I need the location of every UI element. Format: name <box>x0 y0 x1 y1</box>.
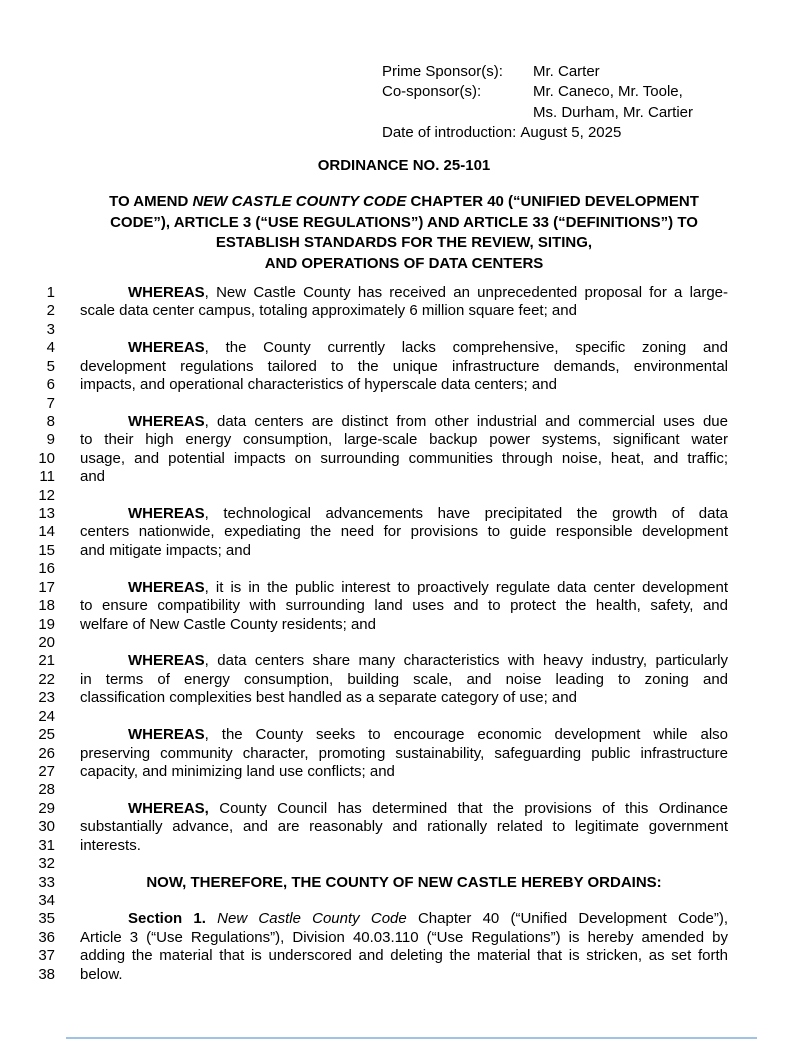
doc-line <box>0 966 805 984</box>
text-run: AND OPERATIONS OF DATA CENTERS <box>264 254 544 272</box>
doc-line <box>0 726 805 744</box>
doc-line <box>0 892 805 910</box>
doc-line <box>0 431 805 449</box>
sponsor-row <box>382 103 693 123</box>
text-run: , data centers share many characteristics with heavy industry, particularly <box>204 652 728 670</box>
text-run: CHAPTER 40 (“UNIFIED DEVELOPMENT <box>406 193 699 210</box>
line-number: 35 <box>38 910 55 928</box>
text-run: to ensure compatibility with surrounding land uses and to protect the health, safety, and <box>80 597 728 615</box>
page-bottom-rule <box>66 1037 757 1039</box>
line-number: 28 <box>38 781 55 799</box>
line-text <box>80 671 728 689</box>
doc-line <box>0 818 805 836</box>
doc-line <box>0 450 805 468</box>
line-text <box>80 763 728 781</box>
doc-line <box>0 542 805 560</box>
line-text <box>80 616 728 634</box>
text-run: development regulations tailored to the unique infrastructure demands, environmental <box>80 357 728 375</box>
text-run: WHEREAS <box>128 652 205 670</box>
prime-sponsor-label: Prime Sponsor(s): <box>382 63 503 80</box>
doc-line <box>0 468 805 486</box>
doc-line <box>0 302 805 320</box>
text-run: WHEREAS <box>128 339 205 357</box>
text-run: , New Castle County has received an unprecedented proposal for a large- <box>204 284 728 301</box>
line-number: 10 <box>38 449 55 467</box>
date-of-introduction-value: August 5, 2025 <box>520 124 622 142</box>
text-run: NEW CASTLE COUNTY CODE <box>192 193 407 210</box>
text-run: ESTABLISH STANDARDS FOR THE REVIEW, SITING, <box>215 234 593 251</box>
doc-line <box>0 321 805 339</box>
text-run: WHEREAS <box>128 726 205 744</box>
line-number: 29 <box>38 799 55 817</box>
doc-line <box>0 487 805 505</box>
doc-line <box>0 855 805 873</box>
document-body <box>0 284 805 984</box>
sponsor-block <box>382 62 693 144</box>
line-number: 32 <box>38 855 55 873</box>
text-run: WHEREAS, <box>128 799 209 817</box>
line-number: 4 <box>46 339 55 357</box>
doc-line <box>0 395 805 413</box>
text-run: adding the material that is underscored and deleting the material that is stricken, as set forth <box>80 947 728 965</box>
line-text <box>80 339 728 357</box>
line-text <box>80 468 728 486</box>
text-run: WHEREAS <box>128 284 205 301</box>
text-run: impacts, and operational characteristics of hyperscale data centers; and <box>80 376 557 394</box>
line-number: 12 <box>38 486 55 504</box>
line-number: 11 <box>39 468 55 486</box>
text-run: usage, and potential impacts on surrounding communities through noise, heat, and traffic; <box>80 449 728 467</box>
line-number: 27 <box>38 762 55 780</box>
line-text <box>80 358 728 376</box>
line-number: 13 <box>38 505 55 523</box>
doc-line <box>0 634 805 652</box>
line-text <box>80 947 728 965</box>
doc-line <box>0 763 805 781</box>
doc-line <box>0 837 805 855</box>
line-text <box>80 689 728 707</box>
text-run: centers nationwide, expediating the need for provisions to guide responsible development <box>80 523 728 541</box>
line-text <box>80 523 728 541</box>
text-run: WHEREAS <box>128 505 205 523</box>
doc-line <box>0 339 805 357</box>
line-number: 20 <box>38 634 55 652</box>
text-run: Article 3 (“Use Regulations”), Division 40.03.110 (“Use Regulations”) is hereby amended by <box>80 928 728 946</box>
document-title <box>69 192 739 274</box>
doc-line <box>0 413 805 431</box>
line-number: 36 <box>38 928 55 946</box>
text-run: WHEREAS <box>128 578 205 596</box>
line-text <box>80 910 728 928</box>
line-number: 6 <box>46 376 55 394</box>
line-text <box>80 966 728 984</box>
doc-line <box>0 579 805 597</box>
doc-line <box>0 708 805 726</box>
co-sponsor-value-2: Ms. Durham, Mr. Cartier <box>533 103 694 121</box>
doc-line <box>0 781 805 799</box>
text-run: New Castle County Code <box>217 910 407 928</box>
co-sponsor-value: Mr. Caneco, Mr. Toole, <box>533 83 683 101</box>
line-number: 30 <box>38 818 55 836</box>
title-line <box>69 233 739 254</box>
line-text <box>80 579 728 597</box>
line-number: 3 <box>46 320 55 338</box>
line-number: 38 <box>38 965 55 983</box>
text-run: welfare of New Castle County residents; and <box>80 615 376 633</box>
prime-sponsor-value: Mr. Carter <box>533 63 600 80</box>
text-run: TO AMEND <box>109 193 193 210</box>
doc-line <box>0 616 805 634</box>
line-number: 34 <box>38 891 55 909</box>
doc-line <box>0 284 805 302</box>
doc-line <box>0 910 805 928</box>
doc-line <box>0 376 805 394</box>
line-text <box>80 284 728 302</box>
text-run: WHEREAS <box>128 412 205 430</box>
line-number: 25 <box>38 726 55 744</box>
line-text <box>80 505 728 523</box>
text-run: preserving community character, promoting sustainability, safeguarding public infrastructure <box>80 744 728 762</box>
line-number: 23 <box>38 689 55 707</box>
line-text <box>80 726 728 744</box>
doc-line <box>0 560 805 578</box>
line-text <box>80 542 728 560</box>
line-text <box>80 597 728 615</box>
text-run: in terms of energy consumption, building scale, and noise leading to zoning and <box>80 670 728 688</box>
doc-line <box>0 505 805 523</box>
text-run <box>206 910 217 927</box>
text-run: Chapter 40 (“Unified Development Code”), <box>406 910 729 928</box>
co-sponsor-label: Co-sponsor(s): <box>382 83 482 101</box>
doc-line <box>0 597 805 615</box>
doc-line <box>0 652 805 670</box>
line-number: 17 <box>38 578 55 596</box>
line-number: 19 <box>38 615 55 633</box>
text-run: County Council has determined that the provisions of this Ordinance <box>208 799 728 817</box>
line-number: 37 <box>38 947 55 965</box>
line-text <box>80 652 728 670</box>
text-run: below. <box>80 965 123 983</box>
line-number: 31 <box>38 836 55 854</box>
line-number: 1 <box>46 284 55 301</box>
doc-line <box>0 745 805 763</box>
co-sponsor-label-spacer <box>382 103 533 123</box>
text-run: classification complexities best handled as a separate category of use; and <box>80 689 577 707</box>
text-run: , technological advancements have precipitated the growth of data <box>204 505 728 523</box>
text-run: to their high energy consumption, large-scale backup power systems, significant water <box>80 431 728 449</box>
text-run: capacity, and minimizing land use conflicts; and <box>80 762 395 780</box>
line-number: 26 <box>38 744 55 762</box>
date-of-introduction-label: Date of introduction: <box>382 124 517 142</box>
doc-line <box>0 358 805 376</box>
text-run: CODE”), ARTICLE 3 (“USE REGULATIONS”) AND ARTICLE 33 (“DEFINITIONS”) TO <box>110 213 698 231</box>
line-text <box>80 818 728 836</box>
line-number: 18 <box>38 597 55 615</box>
line-text <box>80 800 728 818</box>
line-text <box>80 745 728 763</box>
sponsor-row <box>382 82 693 102</box>
text-run: and <box>80 468 106 486</box>
line-number: 2 <box>46 302 55 320</box>
text-run: interests. <box>80 836 141 854</box>
line-text <box>80 431 728 449</box>
line-text <box>80 450 728 468</box>
text-run: , it is in the public interest to proactively regulate data center development <box>204 578 728 596</box>
text-run: substantially advance, and are reasonably and rationally related to legitimate government <box>80 818 728 836</box>
line-number: 7 <box>46 394 55 412</box>
text-run: , data centers are distinct from other industrial and commercial uses due <box>204 412 728 430</box>
line-number: 14 <box>38 523 55 541</box>
line-number: 15 <box>38 541 55 559</box>
title-line <box>69 192 739 213</box>
doc-line <box>0 947 805 965</box>
doc-line <box>0 929 805 947</box>
line-number: 24 <box>38 707 55 725</box>
doc-line <box>0 671 805 689</box>
line-number: 9 <box>46 431 55 449</box>
doc-line <box>0 800 805 818</box>
line-text <box>80 874 728 892</box>
line-number: 21 <box>38 652 55 670</box>
date-of-introduction-row <box>382 123 693 143</box>
text-run: NOW, THEREFORE, THE COUNTY OF NEW CASTLE HEREBY ORDAINS: <box>146 873 662 891</box>
line-text <box>80 413 728 431</box>
line-text <box>80 837 728 855</box>
text-run: and mitigate impacts; and <box>80 541 251 559</box>
line-number: 22 <box>38 670 55 688</box>
line-text <box>80 302 728 320</box>
line-text <box>80 929 728 947</box>
text-run: , the County seeks to encourage economic development while also <box>204 726 728 744</box>
line-number: 5 <box>46 357 55 375</box>
line-number: 8 <box>46 412 55 430</box>
doc-line <box>0 689 805 707</box>
title-line <box>69 213 739 234</box>
doc-line <box>0 874 805 892</box>
doc-line <box>0 523 805 541</box>
line-number: 16 <box>38 560 55 578</box>
title-line <box>69 254 739 275</box>
text-run: Section 1. <box>128 910 206 928</box>
ordinance-number: ORDINANCE NO. 25-101 <box>317 157 491 174</box>
line-number: 33 <box>38 873 55 891</box>
line-text <box>80 376 728 394</box>
text-run: , the County currently lacks comprehensive, specific zoning and <box>204 339 728 357</box>
sponsor-row <box>382 62 693 82</box>
text-run: scale data center campus, totaling approximately 6 million square feet; and <box>80 302 577 320</box>
